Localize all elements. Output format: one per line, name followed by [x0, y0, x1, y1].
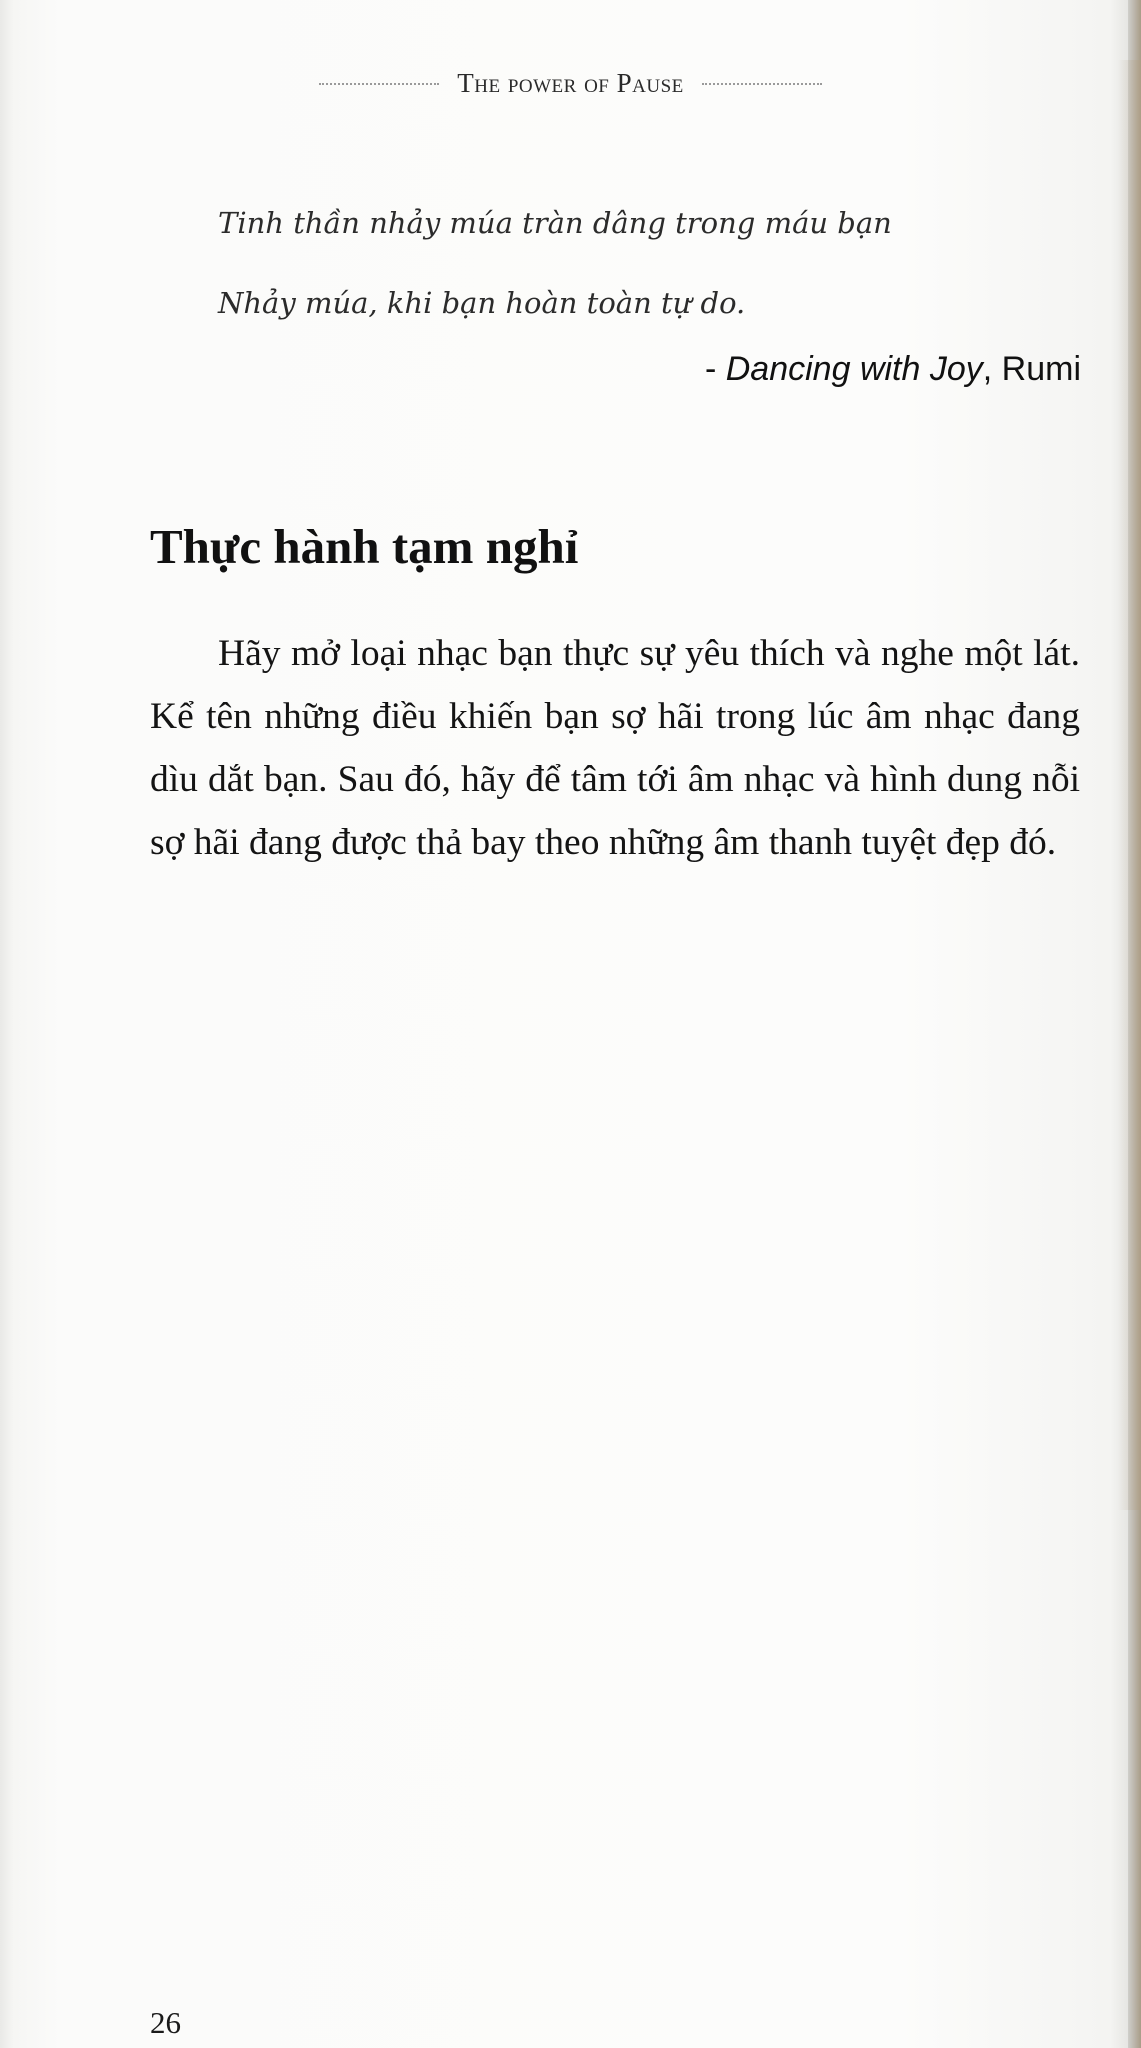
header-rule-left [319, 83, 439, 85]
attribution-work: Dancing with Joy [725, 350, 983, 388]
attribution-author: , Rumi [982, 350, 1081, 388]
body-paragraph: Hãy mở loại nhạc bạn thực sự yêu thích và nghe một lát. Kể tên những điều khiến bạn sợ hãi trong lúc âm nhạc đang dìu dắt bạn. Sau đó, hãy để tâm tới âm nhạc và hình dung nỗi sợ hãi đang được thả bay theo những âm thanh tuyệt đẹp đó. [150, 633, 1080, 863]
epigraph-line-1: Tinh thần nhảy múa tràn dâng trong máu bạn [218, 206, 892, 240]
running-header-title: The power of Pause [457, 68, 684, 98]
epigraph-line-2: Nhảy múa, khi bạn hoàn toàn tự do. [218, 286, 746, 320]
page-number: 26 [150, 2005, 181, 2040]
running-header [0, 68, 1141, 99]
page-edge-shadow [1118, 60, 1141, 1510]
epigraph-attribution [705, 350, 1081, 389]
section-heading: Thực hành tạm nghỉ [150, 519, 579, 574]
attribution-dash: - [704, 350, 726, 388]
header-rule-right [702, 83, 822, 85]
